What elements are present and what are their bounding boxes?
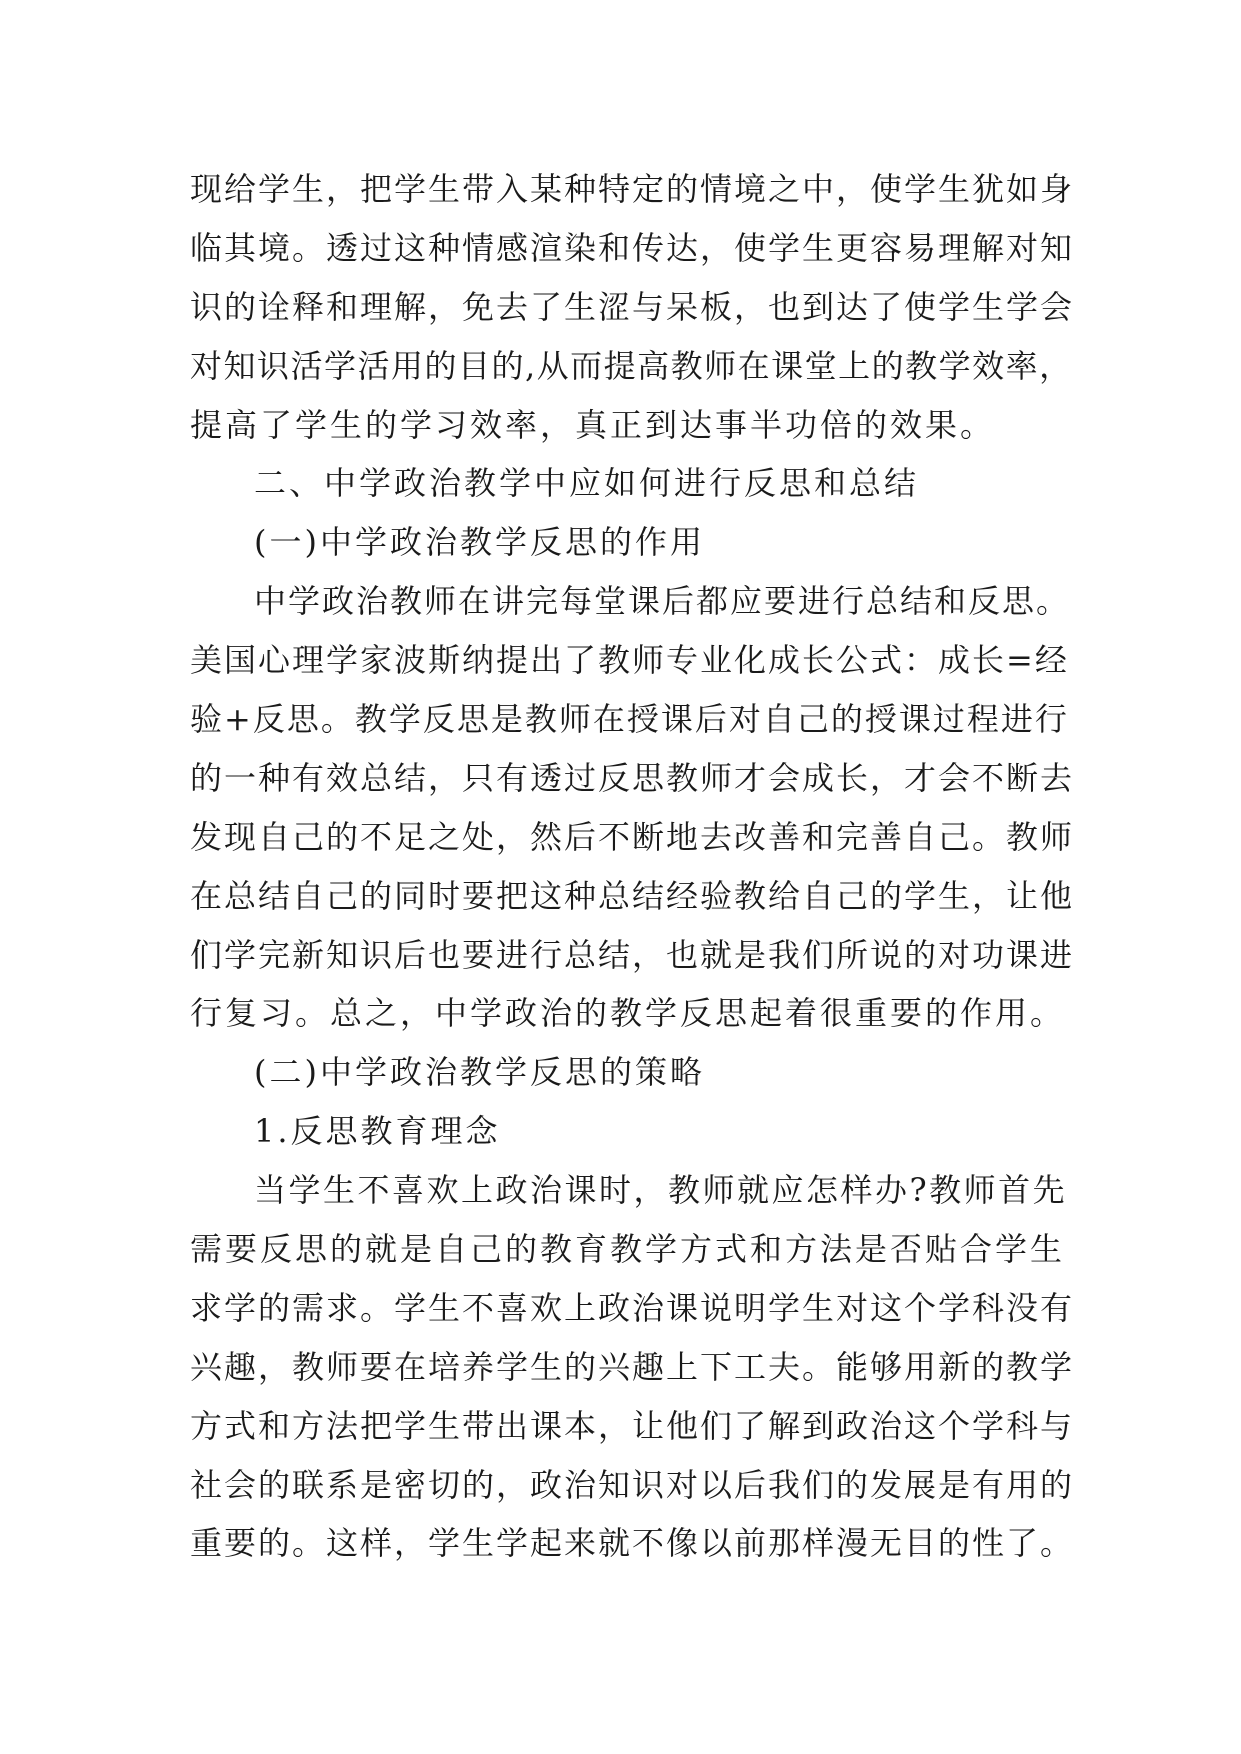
text-line: 们学完新知识后也要进行总结，也就是我们所说的对功课进 (190, 935, 1075, 974)
text-line: 求学的需求。学生不喜欢上政治课说明学生对这个学科没有 (190, 1288, 1075, 1327)
text-line: 验+反思。教学反思是教师在授课后对自己的授课过程进行 (190, 700, 1069, 739)
text-line: 提高了学生的学习效率，真正到达事半功倍的效果。 (190, 405, 996, 444)
text-line: 社会的联系是密切的，政治知识对以后我们的发展是有用的 (190, 1465, 1075, 1504)
body-text (190, 160, 1075, 1573)
subsection-heading: (一)中学政治教学反思的作用 (254, 523, 705, 562)
text-line: 现给学生，把学生带入某种特定的情境之中，使学生犹如身 (190, 170, 1075, 208)
text-line: 在总结自己的同时要把这种总结经验教给自己的学生，让他 (190, 876, 1075, 915)
text-line: 方式和方法把学生带出课本，让他们了解到政治这个学科与 (190, 1406, 1075, 1445)
text-line: 重要的。这样，学生学起来就不像以前那样漫无目的性了。 (190, 1524, 1075, 1563)
text-line: 兴趣，教师要在培养学生的兴趣上下工夫。能够用新的教学 (190, 1347, 1075, 1386)
paragraph-start-line: 中学政治教师在讲完每堂课后都应要进行总结和反思。 (254, 582, 1071, 621)
text-line: 行复习。总之，中学政治的教学反思起着很重要的作用。 (190, 994, 1066, 1033)
text-line: 美国心理学家波斯纳提出了教师专业化成长公式：成长=经 (190, 641, 1069, 680)
section-heading: 二、中学政治教学中应如何进行反思和总结 (254, 464, 920, 503)
text-line: 发现自己的不足之处，然后不断地去改善和完善自己。教师 (190, 817, 1075, 856)
text-line: 需要反思的就是自己的教育教学方式和方法是否贴合学生 (190, 1230, 1066, 1269)
paragraph-start-line: 当学生不喜欢上政治课时，教师就应怎样办?教师首先 (254, 1171, 1068, 1210)
text-line: 对知识活学活用的目的,从而提高教师在课堂上的教学效率， (190, 346, 1073, 385)
text-line: 临其境。透过这种情感渲染和传达，使学生更容易理解对知 (190, 228, 1075, 267)
subsection-heading: (二)中学政治教学反思的策略 (254, 1053, 705, 1092)
text-line: 识的诠释和理解，免去了生涩与呆板，也到达了使学生学会 (190, 287, 1075, 326)
point-heading: 1.反思教育理念 (254, 1112, 501, 1151)
text-line: 的一种有效总结，只有透过反思教师才会成长，才会不断去 (190, 758, 1075, 797)
